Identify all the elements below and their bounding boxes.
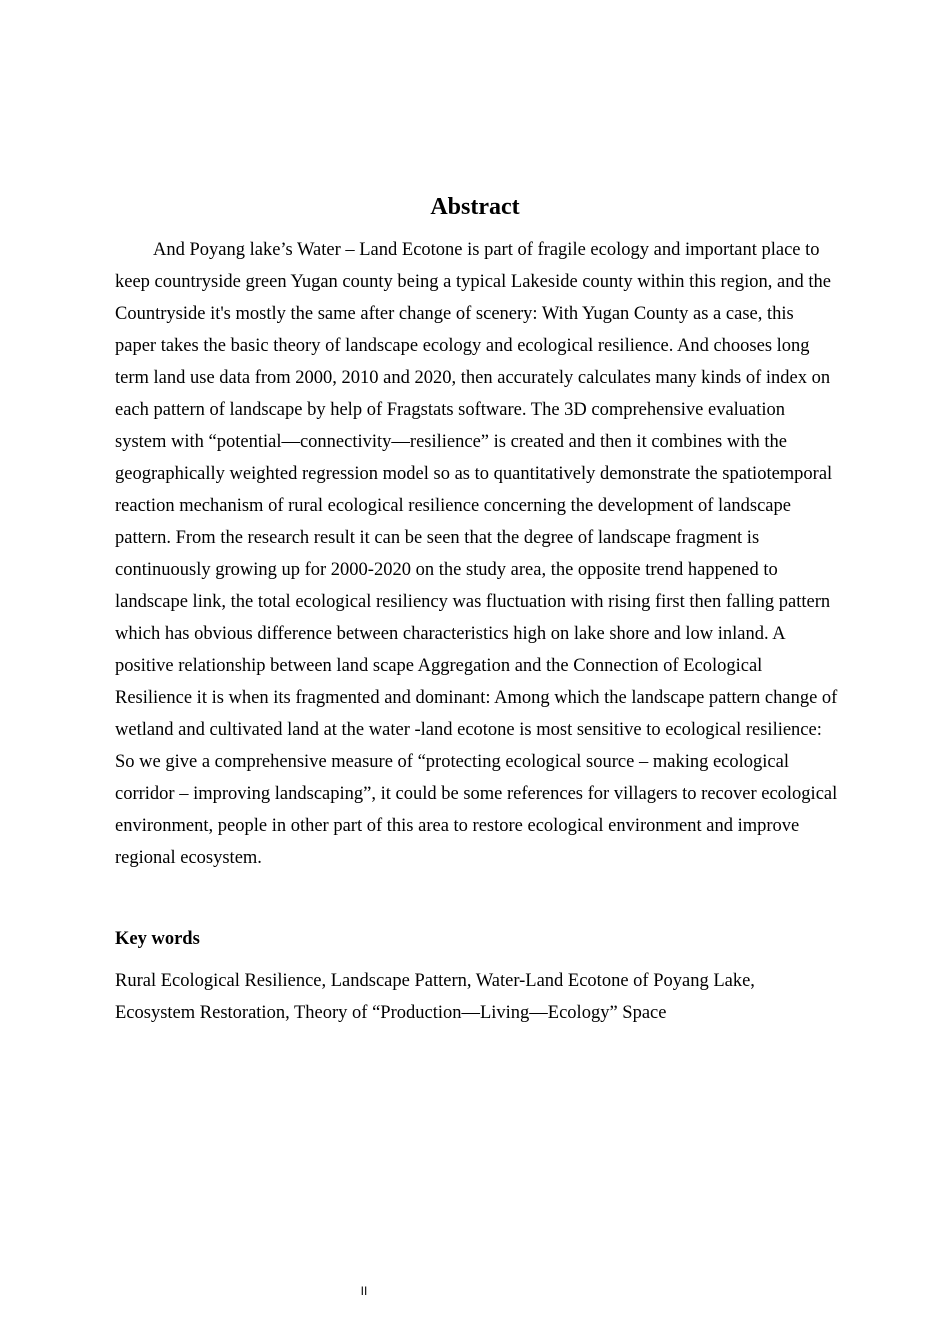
keywords-heading: Key words <box>115 929 200 949</box>
page-number: II <box>360 1284 368 1298</box>
abstract-body: And Poyang lake’s Water – Land Ecotone is part of fragile ecology and important place to keep countryside green Yugan county being a typical Lakeside county within this region, and the Countryside it's mostly the same after change of scenery: With Yugan County as a case, this paper takes the basic theory of landscape ecology and ecological resilience. And chooses long term land use data from 2000, 2010 and 2020, then accurately calculates many kinds of index on each pattern of landscape by help of Fragstats software. The 3D comprehensive evaluation system with “potential—connectivity—resilience” is created and then it combines with the geographically weighted regression model so as to quantitatively demonstrate the spatiotemporal reaction mechanism of rural ecological resilience concerning the development of landscape pattern. From the research result it can be seen that the degree of landscape fragment is continuously growing up for 2000-2020 on the study area, the opposite trend happened to landscape link, the total ecological resiliency was fluctuation with rising first then falling pattern which has obvious difference between characteristics high on lake shore and low inland. A positive relationship between land scape Aggregation and the Connection of Ecological Resilience it is when its fragmented and dominant: Among which the landscape pattern change of wetland and cultivated land at the water -land ecotone is most sensitive to ecological resilience: So we give a comprehensive measure of “protecting ecological source – making ecological corridor – improving landscaping”, it could be some references for villagers to recover ecological environment, people in other part of this area to restore ecological environment and improve regional ecosystem. <box>115 240 838 868</box>
abstract-title: Abstract <box>430 194 520 220</box>
keywords-text: Rural Ecological Resilience, Landscape Pattern, Water-Land Ecotone of Poyang Lake, Ecosystem Restoration, Theory of “Production—Living—Ecology” Space <box>115 971 755 1023</box>
